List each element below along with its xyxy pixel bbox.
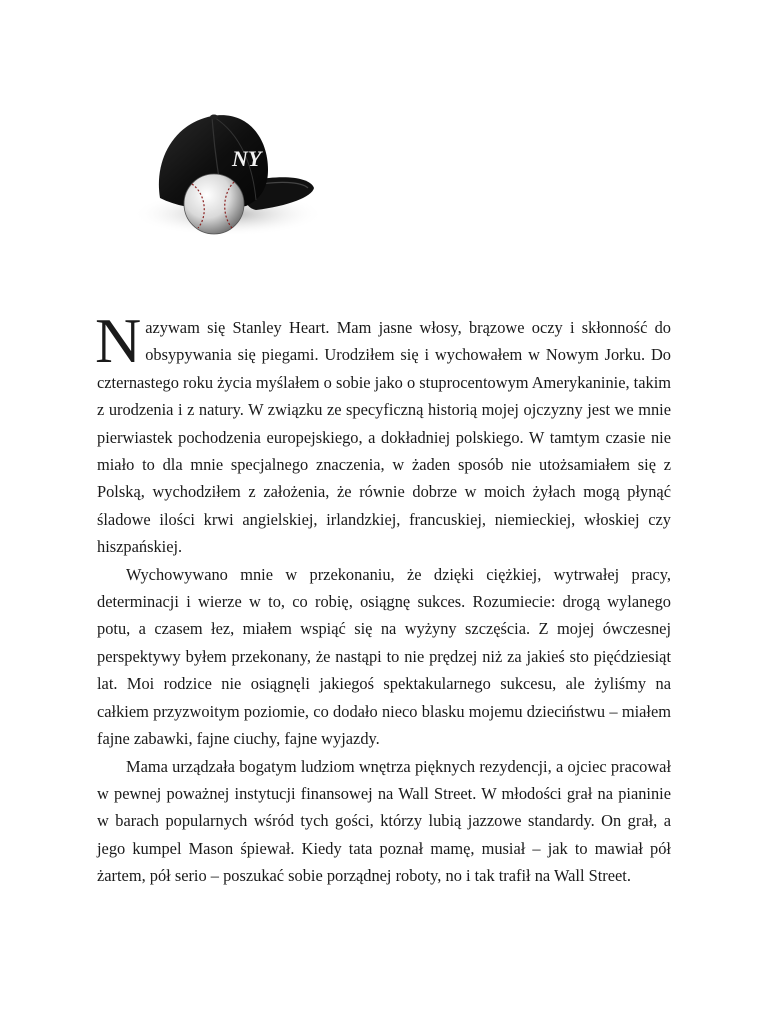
svg-text:NY: NY [232,146,262,171]
chapter-text [95,305,671,890]
drop-cap: N [95,305,142,376]
paragraph-1 [95,305,671,561]
paragraph-3: Mama urządzała bogatym ludziom wnętrza pięknych rezydencji, a ojciec pracował w pewnej poważnej instytucji finansowej na Wall Street. W młodości grał na pianinie w barach popularnych wśród tych gości, którzy lubią jazzowe standardy. On grał, a jego kumpel Mason śpiewał. Kiedy tata poznał mamę, musiał – jak to mawiał pół żartem, pół serio – poszukać sobie porządnej roboty, no i tak trafił na Wall Street. [97,756,671,886]
baseball-cap-and-ball-icon [128,96,328,246]
paragraph-2: Wychowywano mnie w przekonaniu, że dzięki ciężkiej, wytrwałej pracy, determinacji i wierze w to, co robię, osiągnę sukces. Rozumiecie: drogą wylanego potu, a czasem łez, miałem wspiąć się na wyżyny szczęścia. Z mojej ówczesnej perspektywy byłem przekonany, że nastąpi to nie prędzej niż za jakieś sto pięćdziesiąt lat. Moi rodzice nie osiągnęli jakiegoś spektakularnego sukcesu, ale żyliśmy na całkiem przyzwoitym poziomie, co dodało nieco blasku mojemu dzieciństwu – miałem fajne zabawki, fajne ciuchy, fajne wyjazdy. [97,564,671,749]
paragraph-1-text: azywam się Stanley Heart. Mam jasne włosy, brązowe oczy i skłonność do obsypywania się piegami. Urodziłem się i wychowałem w Nowym Jorku. Do czternastego roku życia myślałem o sobie jako o stuprocentowym Amerykaninie, takim z urodzenia i z natury. W związku ze specyficzną historią mojej ojczyzny jest we mnie pierwiastek pochodzenia europejskiego, a dokładniej polskiego. W tamtym czasie nie miało to dla mnie specjalnego znaczenia, w żaden sposób nie utożsamiałem się z Polską, wychodziłem z założenia, że równie dobrze w moich żyłach mogą płynąć śladowe ilości krwi angielskiej, irlandzkiej, francuskiej, niemieckiej, włoskiej czy hiszpańskiej. [97,318,671,557]
